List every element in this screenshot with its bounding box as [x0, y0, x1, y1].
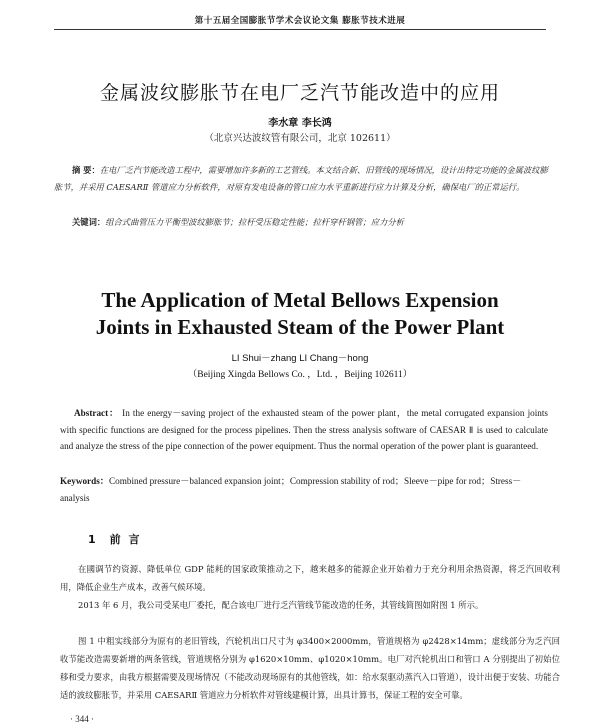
abstract-chinese-label: 摘 要：	[72, 165, 100, 175]
title-english	[0, 287, 600, 341]
keywords-chinese-label: 关键词：	[72, 217, 106, 227]
body-paragraph: 图 1 中粗实线部分为原有的老旧管线，汽轮机出口尺寸为 φ3400×2000mm，管道规格为 φ2428×14mm；虚线部分为乏汽回收节能改造需要新增的两条管线，管道规格分别为 φ1620×10mm、φ1020×10mm。电厂对汽轮机出口和管口 A 分别提出了初始位移和受力要求，由我方根据需要及现场情况（不能改动现场原有的其他管线，如：给水泵驱动蒸汽入口管道），设计出便于安装、功能合适的波纹膨胀节，并采用 CAESARⅡ 管道应力分析软件对管线建模计算，出具计算书，保证工程的安全可靠。	[60, 636, 560, 700]
running-header: 第十五届全国膨胀节学术会议论文集 膨胀节技术进展	[194, 16, 406, 26]
keywords-english-label: Keywords：	[60, 476, 109, 486]
header-divider	[54, 29, 546, 30]
page-number: · 344 ·	[70, 714, 94, 724]
abstract-english-text: In the energy－saving project of the exhausted steam of the power plant，the metal corrugated expansion joints with specific functions are designed for the process pipelines. Then the stress analysis software of CAESAR Ⅱ is used to calculate and analyze the stress of the pipe connection of the power equipment. Thus the normal operation of the power plant is guaranteed.	[60, 408, 548, 451]
title-english-line-1: The Application of Metal Bellows Expension	[101, 288, 499, 312]
section-heading	[88, 531, 142, 547]
abstract-chinese	[54, 162, 548, 196]
authors-english: LI Shui－zhang LI Chang－hong	[231, 353, 369, 364]
keywords-chinese-text: 组合式曲管压力平衡型波纹膨胀节；拉杆受压稳定性能；拉杆穿杆钢管；应力分析	[105, 217, 404, 227]
title-chinese: 金属波纹膨胀节在电厂乏汽节能改造中的应用	[99, 82, 500, 104]
abstract-english	[60, 405, 548, 455]
section-title: 前 言	[109, 533, 142, 546]
keywords-english-text: Combined pressure－balanced expansion joint；Compression stability of rod；Sleeve－pipe for rod；Stress－analysis	[60, 476, 522, 503]
abstract-chinese-text: 在电厂乏汽节能改造工程中，需要增加许多新的工艺管线。本文结合新、旧管线的现场情况，设计出特定功能的金属波纹膨胀节，并采用 CAESARⅡ 管道应力分析软件，对原有发电设备的管口应力水平重新进行应力计算及分析，确保电厂的正常运行。	[54, 165, 548, 192]
body-paragraph: 在國调节约资源、降低单位 GDP 能耗的国家政策推动之下，越来越多的能源企业开始着力于充分利用余热资源，将乏汽回收利用，降低企业生产成本，改善气候环境。	[60, 564, 560, 592]
section-number: 1	[88, 533, 98, 546]
abstract-english-label: Abstract：	[74, 408, 120, 418]
authors-chinese: 李水章 李长鸿	[268, 118, 332, 129]
affiliation-english: （Beijing Xingda Bellows Co. ，Ltd. ，Beijing 102611）	[187, 370, 413, 380]
keywords-chinese	[54, 214, 548, 231]
title-english-line-2: Joints in Exhausted Steam of the Power Plant	[95, 315, 505, 339]
affiliation-chinese: （北京兴达波纹管有限公司，北京 102611）	[204, 133, 396, 144]
body-paragraph: 2013 年 6 月，我公司受某电厂委托，配合该电厂进行乏汽管线节能改造的任务，其管线简图如附图 1 所示。	[78, 600, 484, 610]
keywords-english	[60, 473, 548, 506]
